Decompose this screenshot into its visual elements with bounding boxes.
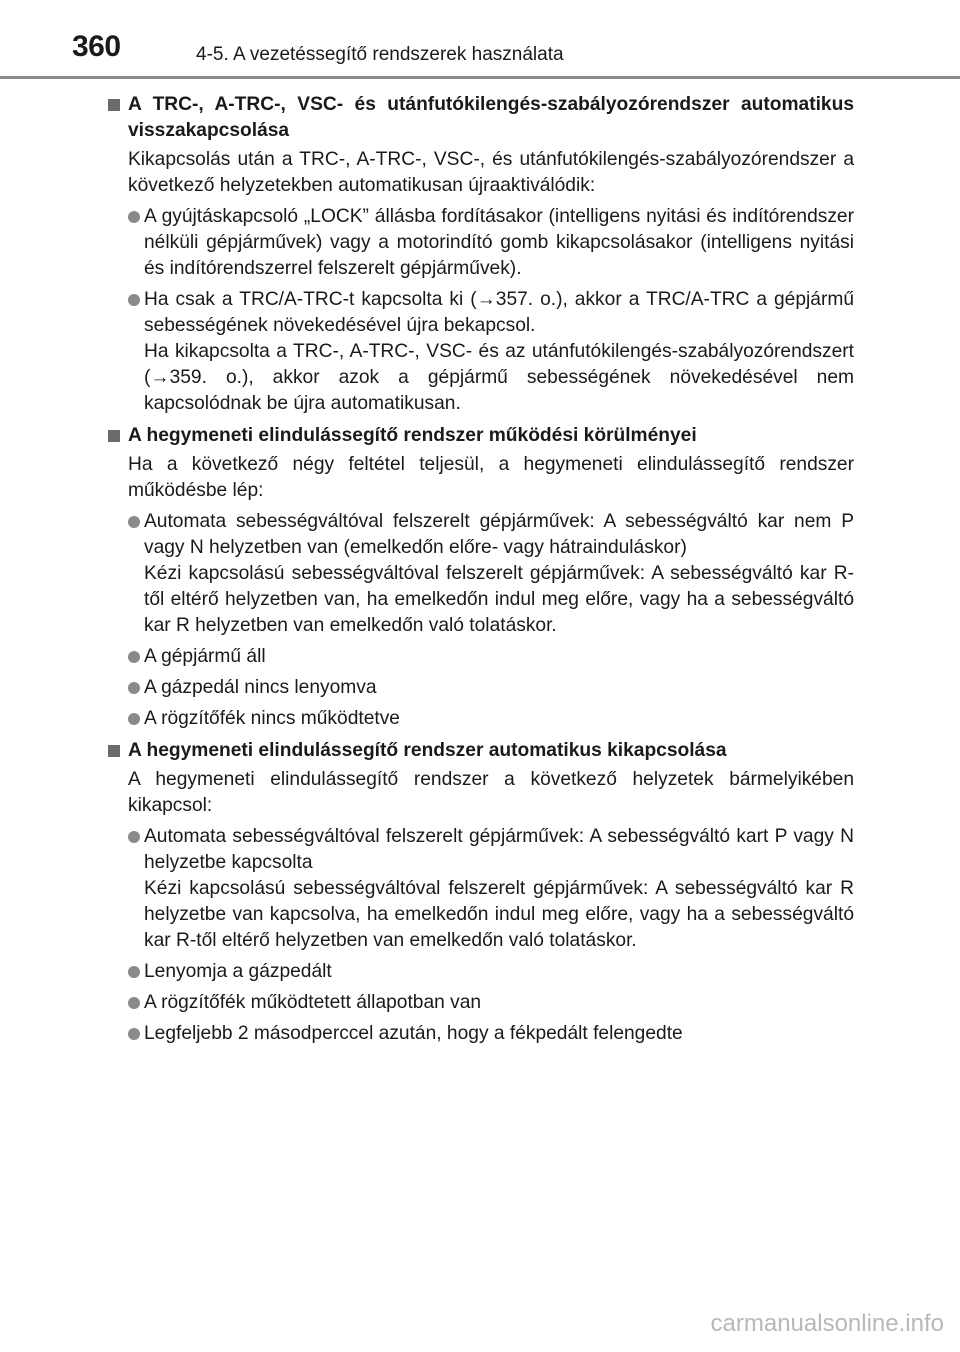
page-content bbox=[108, 92, 854, 1053]
bullet-item bbox=[108, 959, 854, 985]
round-bullet-icon bbox=[128, 682, 140, 694]
round-bullet-icon bbox=[128, 997, 140, 1009]
bullet-text: Automata sebességváltóval felszerelt gépjárművek: A sebességváltó kart P vagy N helyzetbe kapcsolta bbox=[144, 826, 854, 873]
block-heading bbox=[108, 423, 854, 449]
watermark-text: carmanualsonline.info bbox=[710, 1310, 944, 1337]
bullet-item bbox=[108, 824, 854, 954]
round-bullet-icon bbox=[128, 651, 140, 663]
section-block bbox=[108, 92, 854, 417]
round-bullet-icon bbox=[128, 966, 140, 978]
block-heading bbox=[108, 738, 854, 764]
bullet-item bbox=[108, 990, 854, 1016]
bullet-extra-text: Kézi kapcsolású sebességváltóval felszerelt gépjárművek: A sebességváltó kar R-től eltérő helyzetben van, ha emelkedőn indul meg előre, vagy ha a sebességváltó kar R helyzetben van emelkedőn való tolatáskor. bbox=[144, 563, 854, 636]
round-bullet-icon bbox=[128, 713, 140, 725]
block-intro-text: A hegymeneti elindulássegítő rendszer a következő helyzetek bármelyikében kikapcsol: bbox=[128, 769, 854, 816]
bullet-item bbox=[108, 644, 854, 670]
bullet-text: A gépjármű áll bbox=[144, 646, 266, 667]
block-intro-text: Kikapcsolás után a TRC-, A-TRC-, VSC-, és utánfutókilengés-szabályozórendszer a következő helyzetekben automatikusan újraaktiválódik: bbox=[128, 149, 854, 196]
page-header bbox=[0, 0, 960, 80]
bullet-text: A rögzítőfék nincs működtetve bbox=[144, 708, 400, 729]
header-divider bbox=[0, 76, 960, 79]
bullet-extra-text: Ha kikapcsolta a TRC-, A-TRC-, VSC- és az utánfutókilengés-szabályozórendszert (→359. o.), akkor azok a gépjármű sebességének növekedésével nem kapcsolódnak be újra automatikusan. bbox=[144, 341, 854, 414]
round-bullet-icon bbox=[128, 516, 140, 528]
square-bullet-icon bbox=[108, 745, 120, 757]
block-heading-text: A TRC-, A-TRC-, VSC- és utánfutókilengés-szabályozórendszer automatikus visszakapcsolása bbox=[128, 94, 854, 141]
block-heading bbox=[108, 92, 854, 144]
round-bullet-icon bbox=[128, 1028, 140, 1040]
section-block bbox=[108, 738, 854, 1047]
round-bullet-icon bbox=[128, 294, 140, 306]
bullet-text: A gyújtáskapcsoló „LOCK” állásba fordításakor (intelligens nyitási és indítórendszer nélküli gépjárművek) vagy a motorindító gomb kikapcsolásakor (intelligens nyitási és indítórendszerrel felszerelt gépjárművek). bbox=[144, 206, 854, 279]
bullet-text: Ha csak a TRC/A-TRC-t kapcsolta ki (→357. o.), akkor a TRC/A-TRC a gépjármű sebességének növekedésével újra bekapcsol. bbox=[144, 289, 854, 336]
bullet-extra-text: Kézi kapcsolású sebességváltóval felszerelt gépjárművek: A sebességváltó kar R helyzetbe van kapcsolva, ha emelkedőn indul meg előre, vagy ha a sebességváltó kar R-től eltérő helyzetben van emelkedőn való tolatáskor. bbox=[144, 878, 854, 951]
bullet-item bbox=[108, 1021, 854, 1047]
round-bullet-icon bbox=[128, 831, 140, 843]
section-title: 4-5. A vezetéssegítő rendszerek használata bbox=[196, 44, 564, 65]
square-bullet-icon bbox=[108, 430, 120, 442]
bullet-item bbox=[108, 204, 854, 282]
section-block bbox=[108, 423, 854, 732]
bullet-item bbox=[108, 287, 854, 417]
bullet-item bbox=[108, 675, 854, 701]
block-heading-text: A hegymeneti elindulássegítő rendszer működési körülményei bbox=[128, 425, 697, 446]
square-bullet-icon bbox=[108, 99, 120, 111]
page-number: 360 bbox=[72, 30, 121, 63]
bullet-item bbox=[108, 509, 854, 639]
bullet-text: Legfeljebb 2 másodperccel azután, hogy a fékpedált felengedte bbox=[144, 1023, 683, 1044]
bullet-text: Lenyomja a gázpedált bbox=[144, 961, 332, 982]
block-intro-text: Ha a következő négy feltétel teljesül, a hegymeneti elindulássegítő rendszer működésbe lép: bbox=[128, 454, 854, 501]
bullet-text: A gázpedál nincs lenyomva bbox=[144, 677, 377, 698]
bullet-text: A rögzítőfék működtetett állapotban van bbox=[144, 992, 482, 1013]
bullet-item bbox=[108, 706, 854, 732]
bullet-text: Automata sebességváltóval felszerelt gépjárművek: A sebességváltó kar nem P vagy N helyzetben van (emelkedőn előre- vagy hátrainduláskor) bbox=[144, 511, 854, 558]
round-bullet-icon bbox=[128, 211, 140, 223]
block-heading-text: A hegymeneti elindulássegítő rendszer automatikus kikapcsolása bbox=[128, 740, 727, 761]
